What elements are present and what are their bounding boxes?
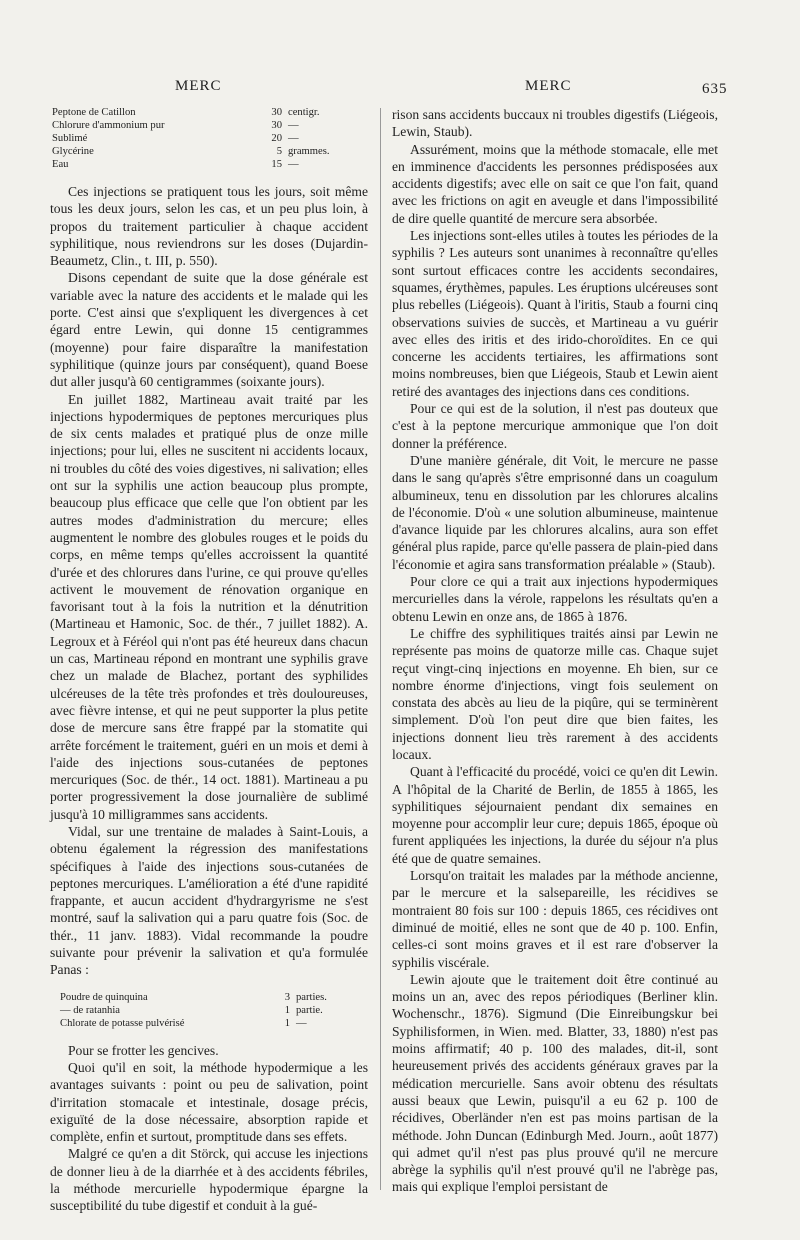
- paragraph: Vidal, sur une trentaine de malades à Saint-Louis, a obtenu également la régression des manifestations spécifiques à l'aide des injections sous-cutanées de peptones mercuriques. L'amélioration a été d'une rapidité frappante, et aucun accident d'hydrargyrisme ne s'est montré, sauf la salivation qui a paru quatre fois (Soc. de thér., 11 janv. 1883). Vidal recommande la poudre suivante pour prévenir la salivation et qu'a formulée Panas :: [50, 823, 368, 978]
- paragraph: D'une manière générale, dit Voit, le mercure ne passe dans le sang qu'après s'être emprisonné dans un coagulum albumineux, tenu en dissolution par les chlorures alcalins de l'économie. D'où « une solution albumineuse, maintenue d'avance liquide par les chlorures alcalins, aura son effet général plus rapide, parce qu'elle passera de plain-pied dans l'économie et agira sans transformation préalable » (Staub).: [392, 452, 718, 572]
- formula-quantity: 30: [271, 120, 282, 131]
- paragraph: Malgré ce qu'en a dit Störck, qui accuse les injections de donner lieu à de la diarrhée et à des accidents fébriles, la méthode mercurielle hypodermique épargne la susceptibilité du tube digestif et conduit à la gué-: [50, 1146, 368, 1214]
- paragraph: Lewin ajoute que le traitement doit être continué au moins un an, avec des repos périodiques (Berliner klin. Wochenschr., 1876). Sigmund (Die Einreibungskur bei Syphilisformen, in Wien. med. Blatter, 33, 1880) n'est pas moins affirmatif; 40 p. 100 des malades, dit-il, sont heureusement privés des accidents généraux graves par la médication mercurielle. Sans avoir obtenu des résultats aussi beaux que Lewin, puisqu'il a eu 62 p. 100 de récidives, Oberländer n'en est pas moins partisan de la méthode. John Duncan (Edinburgh Med. Journ., août 1877) qui admet qu'il n'est pas plus prouvé qu'il ne mercure abrège la syphilis qu'il n'est prouvé qu'il ne l'abrège pas, mais qui explique l'emploi persistant de: [392, 971, 718, 1195]
- formula-ingredient: Chlorate de potasse pulvérisé: [60, 1017, 185, 1029]
- formula-quantity: 5: [276, 146, 282, 157]
- formula-quantity: 1: [284, 1004, 290, 1016]
- formula-row: [52, 132, 329, 145]
- injection-formula: [52, 106, 329, 171]
- formula-row: [52, 158, 329, 171]
- paragraph: En juillet 1882, Martineau avait traité par les injections hypodermiques de peptones mercuriques plus de six cents malades et pratiqué plus de onze mille injections; pour lui, elles ne suscitent ni accidents locaux, ni troubles du côté des voies digestives, ni salivation; elles ont sur la syphilis une action beaucoup plus prompte, beaucoup plus efficace que celle que l'on obtient par les autres modes d'administration du mercure; elles augmentent le nombre des globules rouges et le poids du corps, en même temps qu'elles accroissent la quantité d'urée et des chlorures dans l'urine, ce qui prouve qu'elles activent le mouvement de rénovation organique en favorisant tout à la fois la nutrition et la dénutrition (Martineau et Hamonic, Soc. de thér., 7 juillet 1882). A. Legroux et à Féréol qui n'ont pas été heureux dans chacun un cas, Martineau répond en montrant une syphilis grave chez un malade de Blachez, portant des syphilides ulcéreuses de la tête très profondes et très douloureuses, avec fièvre intense, et qui ne peut supporter la plus petite dose de mercure sans être frappé par la stomatite qui arrête forcément le traitement, guéri en un mois et demi à l'aide des injections sous-cutanées de peptones mercuriques (Soc. de thér., 14 oct. 1881). Martineau a pu porter progressivement la dose journalière de sublimé jusqu'à 10 milligrammes sans accidents.: [50, 391, 368, 822]
- formula-row: [52, 145, 329, 158]
- formula-unit: —: [288, 120, 299, 131]
- paragraph: Lorsqu'on traitait les malades par la méthode ancienne, par le mercure et la salsepareille, les récidives se montraient 80 fois sur 100 : depuis 1865, ces récidives ont diminué de moitié, elles ne sont que de 40 p. 100. Enfin, celles-ci sont moins graves et il est rare d'observer la syphilis viscérale.: [392, 868, 718, 970]
- column-divider: [380, 108, 381, 1190]
- paragraph: Ces injections se pratiquent tous les jours, soit même tous les deux jours, selon les cas, et un peu plus loin, à propos du traitement particulier à chaque accident syphilitique, nous reviendrons sur les doses (Dujardin-Beaumetz, Clin., t. III, p. 550).: [50, 184, 368, 269]
- paragraph: Assurément, moins que la méthode stomacale, elle met en imminence d'accidents les personnes prédisposées aux accidents digestifs; avec elle on sait ce que l'on fait, quand avec les frictions on agit en aveugle et dans l'impossibilité de dire quelle quantité de mercure sera absorbée.: [392, 141, 718, 226]
- left-column: [50, 106, 368, 1215]
- mouth-powder-formula: [60, 991, 327, 1030]
- formula-row: [52, 106, 329, 119]
- formula-quantity: 1: [284, 1017, 290, 1029]
- paragraph: Pour ce qui est de la solution, il n'est pas douteux que c'est à la peptone mercurique ammonique que l'on doit donner la préférence.: [392, 401, 718, 451]
- page-number: 635: [702, 81, 728, 97]
- formula-row: [60, 1004, 327, 1017]
- formula-unit: grammes.: [288, 146, 330, 157]
- paragraph-continuation: rison sans accidents buccaux ni troubles digestifs (Liégeois, Lewin, Staub).: [392, 107, 718, 140]
- formula-ingredient: Eau: [52, 159, 69, 170]
- formula-unit: partie.: [296, 1004, 323, 1016]
- paragraph: Disons cependant de suite que la dose générale est variable avec la nature des accidents et le malade qui les porte. C'est ainsi que s'expliquent les divergences à cet égard entre Lewin, qui donne 15 centigrammes (moyenne) pour faire disparaître la manifestation syphilitique (quinze jours par conséquent), quand Boese dut aller jusqu'à 60 centigrammes (soixante jours).: [50, 270, 368, 390]
- running-head-left: MERC: [175, 78, 222, 94]
- formula-quantity: 20: [271, 133, 282, 144]
- formula-ingredient: — de ratanhia: [60, 1004, 121, 1016]
- formula-unit: parties.: [296, 991, 327, 1003]
- paragraph: Quant à l'efficacité du procédé, voici ce qu'en dit Lewin. A l'hôpital de la Charité de Berlin, de 1855 à 1865, les syphilitiques séjournaient pendant dix semaines en moyenne pour accomplir leur cure; depuis 1865, époque où furent appliquées les injections, la durée du séjour n'a plus été que de quatre semaines.: [392, 764, 718, 866]
- paragraph: Le chiffre des syphilitiques traités ainsi par Lewin ne représente pas moins de quatorze mille cas. Chaque sujet reçut vingt-cinq injections en moyenne. Eh bien, sur ce nombre énorme d'injections, vingt fois seulement on constata des abcès au lieu de la piqûre, qui se terminèrent simplement. D'où l'on peut dire que bien faites, les injections donnent lieu très rarement à des accidents locaux.: [392, 625, 718, 762]
- formula-ingredient: Poudre de quinquina: [60, 991, 148, 1003]
- formula-row: [60, 1017, 327, 1030]
- running-head-right: MERC: [525, 78, 572, 94]
- formula-ingredient: Sublimé: [52, 133, 88, 144]
- formula-ingredient: Peptone de Catillon: [52, 107, 136, 118]
- formula-row: [52, 119, 329, 132]
- paragraph: Les injections sont-elles utiles à toutes les périodes de la syphilis ? Les auteurs sont unanimes à reconnaître qu'elles sont surtout efficaces contre les accidents secondaires, squames, érythèmes, papules. Les éruptions ulcéreuses sont plus rebelles (Liégeois). Quant à l'iritis, Staub a fourni cinq observations suivies de succès, et Martineau a vu guérir avec elles des iritis et des irido-choroïdites. En ce qui concerne les accidents tertiaires, les affirmations sont moins nombreuses, bien que Liégeois, Staub et Lewin aient retiré des avantages des injections dans ces conditions.: [392, 228, 718, 399]
- right-column: [392, 106, 718, 1196]
- formula-ingredient: Chlorure d'ammonium pur: [52, 120, 165, 131]
- formula-unit: —: [288, 133, 299, 144]
- formula-quantity: 15: [271, 159, 282, 170]
- formula-unit: —: [288, 159, 299, 170]
- paragraph: Pour se frotter les gencives.: [68, 1042, 219, 1058]
- formula-quantity: 3: [284, 991, 290, 1003]
- formula-row: [60, 991, 327, 1004]
- formula-unit: —: [296, 1017, 307, 1029]
- paragraph: Pour clore ce qui a trait aux injections hypodermiques mercurielles dans la vérole, rappelons les résultats qu'en a obtenu Lewin en onze ans, de 1865 à 1876.: [392, 574, 718, 624]
- formula-ingredient: Glycérine: [52, 146, 94, 157]
- formula-quantity: 30: [271, 107, 282, 118]
- paragraph: Quoi qu'il en soit, la méthode hypodermique a les avantages suivants : point ou peu de salivation, point d'irritation stomacale et intestinale, dosage précis, exiguïté de la dose nécessaire, absorption rapide et complète, enfin et surtout, promptitude dans ses effets.: [50, 1059, 368, 1145]
- formula-unit: centigr.: [288, 107, 320, 118]
